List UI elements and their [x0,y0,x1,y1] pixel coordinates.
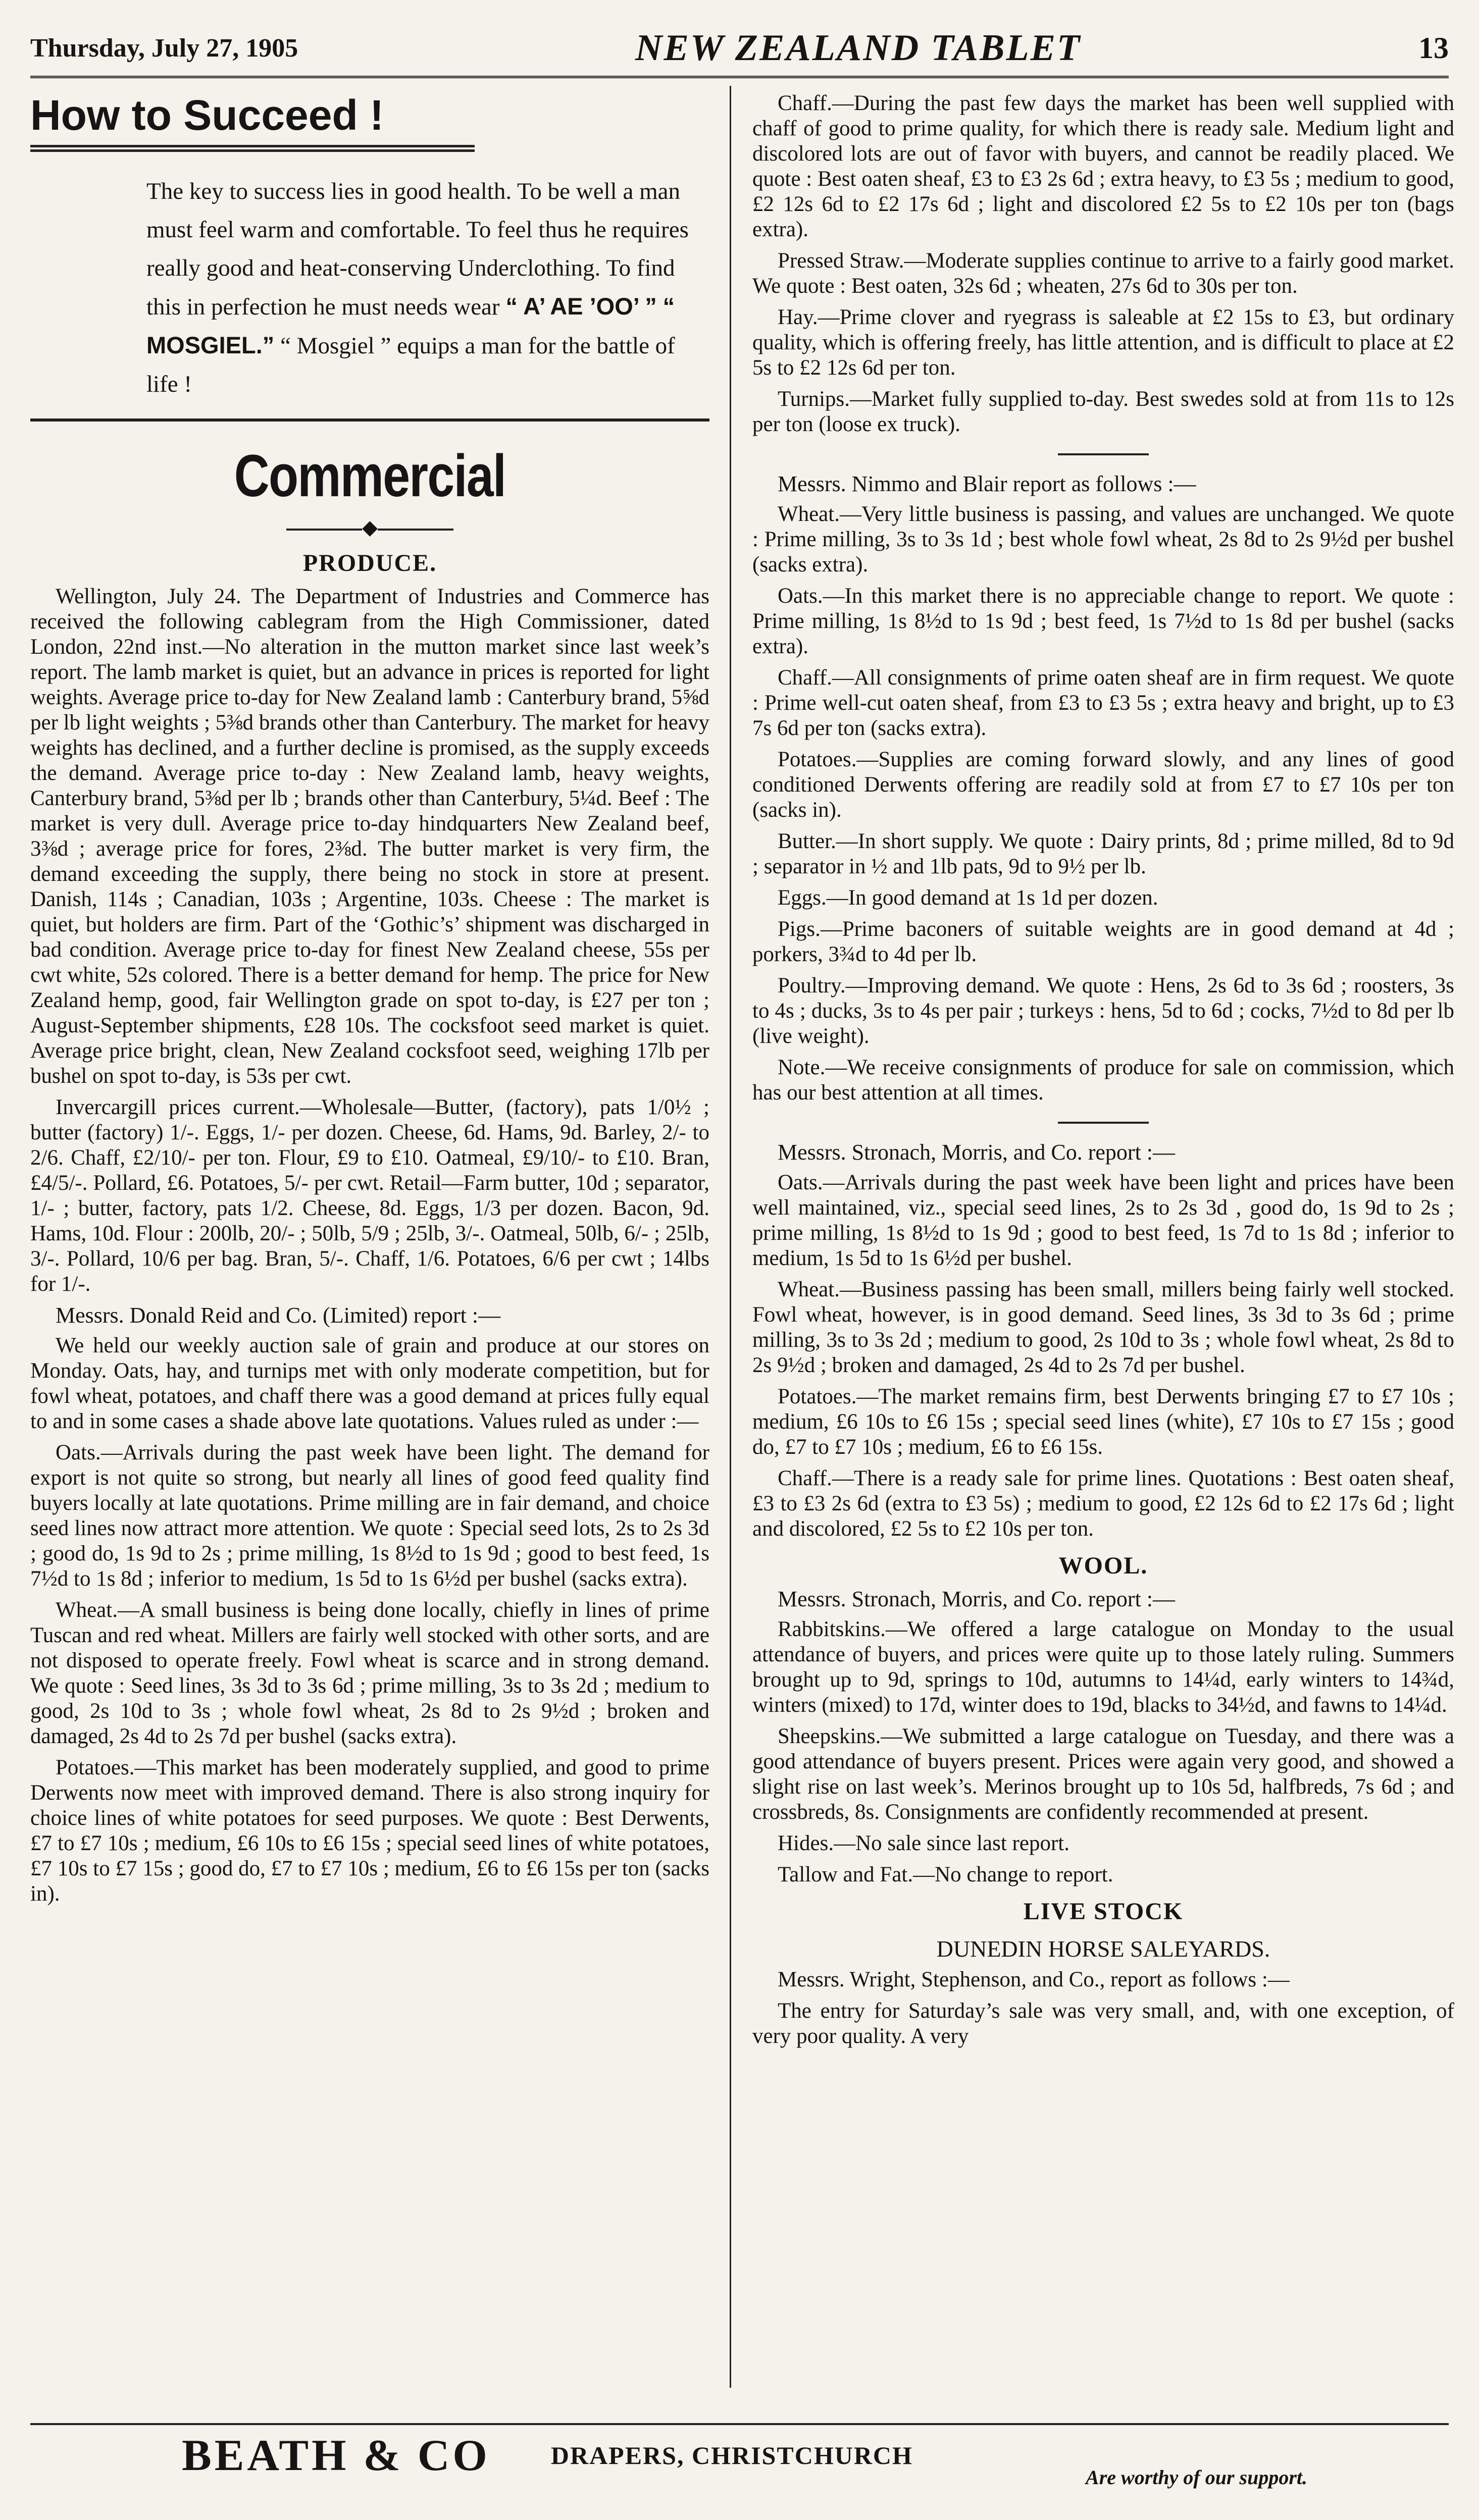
brand-mosgiel: “ MOSGIEL.” [146,293,675,358]
reid-report-heading: Messrs. Donald Reid and Co. (Limited) report :— [56,1303,501,1328]
advert-title: How to Succeed ! [30,91,475,152]
stronach-wheat: Wheat.—Business passing has been small, millers being fairly well stocked. Fowl wheat, however, is in good demand. Seed lines, 3s 3d to 3s 6d ; prime milling, 3s to 3s 2d ; medium to good, 2s 10d to 3s ; whole fowl wheat, 2s 8d to 2s 9½d ; broken and damaged, 2s 4d to 2s 7d per bushel. [752,1278,1454,1377]
section-divider [1058,1122,1149,1124]
brand-aeoo: “ A’ AE ’OO’ ” [505,293,657,320]
wool-heading: WOOL. [1058,1552,1148,1579]
nimmo-potatoes: Potatoes.—Supplies are coming forward slowly, and any lines of good conditioned Derwents offering are readily sold at from £7 to £7 10s per ton (sacks in). [752,748,1454,822]
column-divider [730,86,731,2388]
nimmo-pigs: Pigs.—Prime baconers of suitable weights are in good demand at 4d ; porkers, 3¾d to 4d per lb. [752,917,1454,966]
page-footer [30,2423,1449,2489]
page-number: 13 [1418,31,1449,65]
footer-advert-drapers: DRAPERS, CHRISTCHURCH [550,2441,913,2470]
footer-advert-tagline: Are worthy of our support. [1086,2466,1307,2489]
left-column [30,91,709,1913]
wool-rabbitskins: Rabbitskins.—We offered a large catalogue on Monday to the usual attendance of buyers, and prices were quite up to those lately ruling. Summers brought up to 9d, springs to 10d, autumns to 14¼d, early winters to 14¾d, winters (mixed) to 17d, winter does to 19d, blacks to 34½d, and fawns to 14¼d. [752,1617,1454,1717]
wool-sheepskins: Sheepskins.—We submitted a large catalogue on Tuesday, and there was a good attendance of buyers present. Prices were again very good, and showed a slight rise on last week’s. Merinos brought up to 10s 5d, halfbreds, 7s 6d ; and crossbreds, 8s. Consignments are confidently recommended at present. [752,1724,1454,1824]
nimmo-butter: Butter.—In short supply. We quote : Dairy prints, 8d ; prime milled, 8d to 9d ; separator in ½ and 1lb pats, 9d to 9½ per lb. [752,829,1454,878]
stronach-report-heading: Messrs. Stronach, Morris, and Co. report :— [778,1140,1176,1165]
wool-hides: Hides.—No sale since last report. [778,1831,1069,1855]
page-header [30,20,1449,78]
nimmo-poultry: Poultry.—Improving demand. We quote : Hens, 2s 6d to 3s 6d ; roosters, 3s to 4s ; ducks, 3s to 4s per pair ; turkeys : hens, 5d to 6d ; cocks, 7½d to 8d per lb (live weight). [752,974,1454,1048]
ornament-rule: ◆ [30,515,709,539]
commercial-heading: Commercial [234,443,506,509]
reid-oats: Oats.—Arrivals during the past week have been light. The demand for export is not quite so strong, but nearly all lines of good feed quality find buyers locally at late quotations. Prime milling are in fair demand, and choice seed lines now attract more attention. We quote : Special seed lots, 2s to 2s 3d ; good do, 1s 9d to 2s ; prime milling, 1s 8½d to 1s 9d ; good to best feed, 1s 7½d to 1s 8d ; inferior to medium, 1s 5d to 1s 6½d per bushel (sacks extra). [30,1441,709,1591]
nimmo-chaff: Chaff.—All consignments of prime oaten sheaf are in firm request. We quote : Prime well-cut oaten sheaf, from £3 to £3 5s ; extra heavy and bright, up to £3 7s 6d per ton (sacks extra). [752,666,1454,740]
nimmo-report-heading: Messrs. Nimmo and Blair report as follows :— [778,471,1196,496]
issue-date: Thursday, July 27, 1905 [30,33,298,63]
nimmo-oats: Oats.—In this market there is no appreciable change to report. We quote : Prime milling, 1s 8½d to 1s 9d ; best feed, 1s 7½d to 1s 8d per bushel (sacks extra). [752,584,1454,658]
reid-straw: Pressed Straw.—Moderate supplies continue to arrive to a fairly good market. We quote : Best oaten, 32s 6d ; wheaten, 27s 6d to 30s per ton. [752,249,1454,298]
right-column [752,91,1454,2055]
advert-body [146,172,692,403]
livestock-intro: Messrs. Wright, Stephenson, and Co., report as follows :— [778,1968,1290,1991]
stronach-potatoes: Potatoes.—The market remains firm, best Derwents bringing £7 to £7 10s ; medium, £6 10s to £6 15s ; special seed lines (white), £7 10s to £7 15s ; good do, £7 to £7 10s ; medium, £6 to £6 15s. [752,1385,1454,1459]
reid-chaff: Chaff.—During the past few days the market has been well supplied with chaff of good to prime quality, for which there is ready sale. Medium light and discolored lots are out of favor with buyers, and cannot be readily placed. We quote : Best oaten sheaf, £3 to £3 2s 6d ; extra heavy, to £3 5s ; medium to good, £2 12s 6d to £2 17s 6d ; light and discolored £2 5s to £2 10s per ton (bags extra). [752,91,1454,241]
livestock-body: The entry for Saturday’s sale was very small, and, with one exception, of very poor quality. A very [752,1999,1454,2048]
stronach-chaff: Chaff.—There is a ready sale for prime lines. Quotations : Best oaten sheaf, £3 to £3 2s 6d (extra to £3 5s) ; medium to good, £2 12s 6d to £2 17s 6d ; light and discolored, £2 5s to £2 10s per ton. [752,1466,1454,1541]
livestock-subheading: DUNEDIN HORSE SALEYARDS. [936,1936,1270,1962]
reid-turnips: Turnips.—Market fully supplied to-day. Best swedes sold at from 11s to 12s per ton (loose ex truck). [752,387,1454,436]
section-divider [30,418,709,422]
reid-hay: Hay.—Prime clover and ryegrass is saleable at £2 15s to £3, but ordinary quality, which is offering freely, has little attention, and is difficult to place at £2 5s to £2 12s 6d per ton. [752,305,1454,380]
wool-report-heading: Messrs. Stronach, Morris, and Co. report :— [778,1587,1176,1611]
produce-heading: PRODUCE. [302,550,437,576]
wool-tallow: Tallow and Fat.—No change to report. [778,1863,1113,1886]
wellington-report: Wellington, July 24. The Department of Industries and Commerce has received the following cablegram from the High Commissioner, dated London, 22nd inst.—No alteration in the mutton market since last week’s report. The lamb market is quiet, but an advance in prices is reported for light weights. Average price to-day for New Zealand lamb : Canterbury brand, 5⅝d per lb light weights ; 5⅜d brands other than Canterbury. The market for heavy weights has declined, and a further decline is promised, as the supply exceeds the demand. Average price to-day : New Zealand lamb, heavy weights, Canterbury brand, 5⅜d per lb ; brands other than Canterbury, 5¼d. Beef : The market is very dull. Average price to-day hindquarters New Zealand beef, 3⅜d ; average price for fores, 2⅜d. The butter market is very firm, the demand exceeding the supply, there being no stock in store at present. Danish, 114s ; Canadian, 103s ; Argentine, 103s. Cheese : The market is quiet, but holders are firm. Part of the ‘Gothic’s’ shipment was discharged in bad condition. Average price to-day for finest New Zealand cheese, 55s per cwt white, 52s colored. There is a better demand for hemp. The price for New Zealand hemp, good, fair Wellington grade on spot to-day, is £27 per ton ; August-September shipments, £28 10s. The cocksfoot seed market is quiet. Average price bright, clean, New Zealand cocksfoot seed, weighing 17lb per bushel on spot to-day, is 53s per cwt. [30,585,709,1088]
livestock-heading: LIVE STOCK [1023,1898,1184,1925]
stronach-oats: Oats.—Arrivals during the past week have been light and prices have been well maintained, viz., special seed lines, 2s to 2s 3d , good do, 1s 9d to 2s ; prime milling, 1s 8½d to 1s 9d ; good to best feed, 1s 7d to 1s 8d ; inferior to medium, 1s 5d to 1s 6½d per bushel. [752,1171,1454,1270]
masthead-title: NEW ZEALAND TABLET [635,27,1082,69]
nimmo-note: Note.—We receive consignments of produce for sale on commission, which has our best attention at all times. [752,1056,1454,1105]
reid-potatoes: Potatoes.—This market has been moderately supplied, and good to prime Derwents now meet with improved demand. There is also strong inquiry for choice lines of white potatoes for seed purposes. We quote : Best Derwents, £7 to £7 10s ; medium, £6 10s to £6 15s ; special seed lines of white potatoes, £7 10s to £7 15s ; good do, £7 to £7 10s ; medium, £6 to £6 15s per ton (sacks in). [30,1756,709,1906]
nimmo-wheat: Wheat.—Very little business is passing, and values are unchanged. We quote : Prime milling, 3s to 3s 1d ; best whole fowl wheat, 2s 8d to 2s 9½d per bushel (sacks extra). [752,502,1454,576]
reid-intro: We held our weekly auction sale of grain and produce at our stores on Monday. Oats, hay, and turnips met with only moderate competition, but for fowl wheat, potatoes, and chaff there was a good demand at prices fully equal to and in some cases a shade above late quotations. Values ruled as under :— [30,1334,709,1433]
nimmo-eggs: Eggs.—In good demand at 1s 1d per dozen. [778,886,1158,910]
footer-advert-brand: BEATH & CO [182,2431,490,2480]
reid-wheat: Wheat.—A small business is being done locally, chiefly in lines of prime Tuscan and red wheat. Millers are fairly well stocked with other sorts, and are not disposed to operate freely. Fowl wheat is scarce and in strong demand. We quote : Seed lines, 3s 3d to 3s 6d ; prime milling, 3s to 3s 2d ; medium to good, 2s 10d to 3s ; whole fowl wheat, 2s 8d to 2s 9½d ; broken and damaged, 2s 4d to 2s 7d per bushel (sacks extra). [30,1598,709,1748]
section-divider [1058,453,1149,455]
advert-text: The key to success lies in good health. To be well a man must feel warm and comfortable. To feel thus he requires really good and heat-conserving Underclothing. To find this in perfection he must needs wear “ A’ AE ’OO’ ” “ MOSGIEL.” “ Mosgiel ” equips a man for the battle of life ! [146,178,689,397]
invercargill-prices: Invercargill prices current.—Wholesale—Butter, (factory), pats 1/0½ ; butter (factory) 1/-. Eggs, 1/- per dozen. Cheese, 6d. Hams, 9d. Barley, 2/- to 2/6. Chaff, £2/10/- per ton. Flour, £9 to £10. Oatmeal, £9/10/- to £10. Bran, £4/5/-. Pollard, £6. Potatoes, 5/- per cwt. Retail—Farm butter, 10d ; separator, 1/- ; butter, factory, pats 1/2. Cheese, 8d. Eggs, 1/3 per dozen. Bacon, 9d. Hams, 10d. Flour : 200lb, 20/- ; 50lb, 5/9 ; 25lb, 3/-. Oatmeal, 50lb, 6/- ; 25lb, 3/-. Pollard, 10/6 per bag. Bran, 5/-. Chaff, 1/6. Potatoes, 6/6 per cwt ; 14lbs for 1/-. [30,1095,709,1296]
